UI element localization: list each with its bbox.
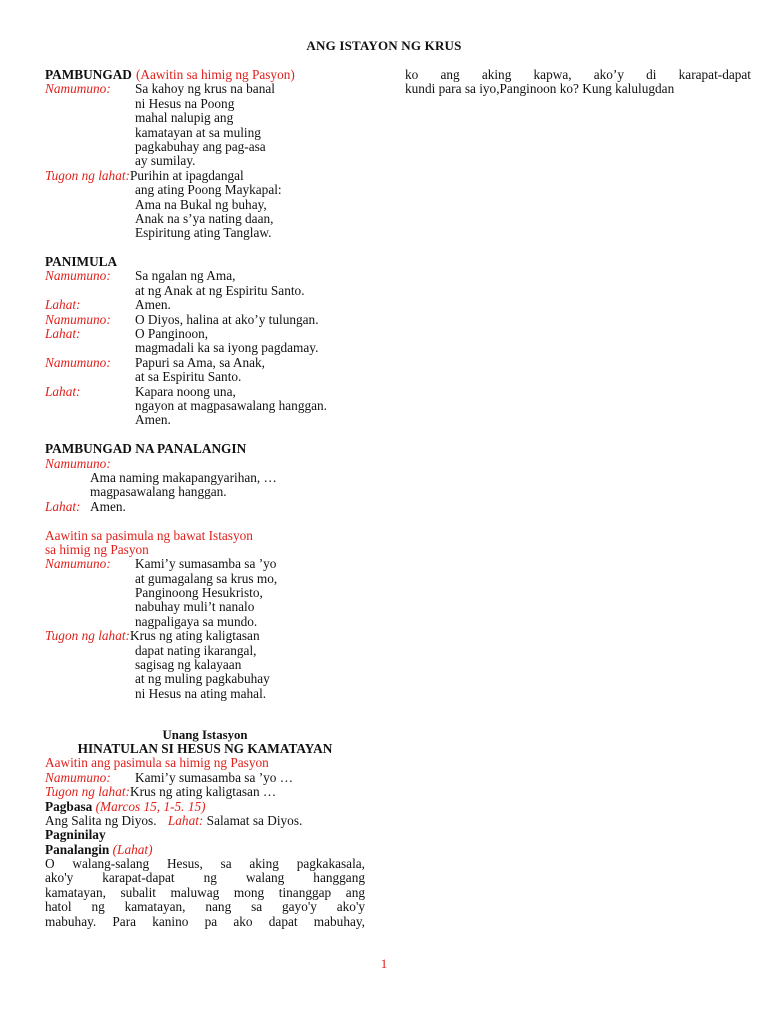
role-label: Namumuno: <box>45 81 111 97</box>
verse-text: Kami’y sumasamba sa ’yo … <box>135 769 294 785</box>
verse-line: ay sumilay. <box>135 153 196 169</box>
verse-text: Amen. <box>90 498 126 514</box>
verse-text: O Panginoon, <box>135 326 209 342</box>
role-label: Tugon ng lahat: <box>45 784 130 800</box>
pambungad-note: (Aawitin sa himig ng Pasyon) <box>136 67 295 82</box>
salita-text: Ang Salita ng Diyos. <box>45 812 157 828</box>
role-label: Lahat: <box>45 498 81 514</box>
salamat-text: Salamat sa Diyos. <box>206 812 303 828</box>
verse-line: magmadali ka sa iyong pagdamay. <box>135 340 319 356</box>
panalangin-role <box>45 457 365 471</box>
panimula-line <box>45 356 365 370</box>
pagninilay-heading: Pagninilay <box>45 827 106 843</box>
prayer-line: ako'y karapat-dapat ng walang hanggang <box>45 871 365 886</box>
role-label: Tugon ng lahat: <box>45 628 130 644</box>
panimula-line <box>45 269 365 283</box>
verse-line: mahal nalupig ang <box>135 110 234 126</box>
prayer-line: kamatayan, subalit maluwag mong tinanggap ang <box>45 885 365 900</box>
pambungad-namumuno-line-0 <box>45 82 365 96</box>
verse-line: Ama naming makapangyarihan, … <box>90 469 277 485</box>
verse-text: Sa ngalan ng Ama, <box>135 268 236 284</box>
panalangin-amen-line <box>45 500 365 514</box>
panalangin-note: (Lahat) <box>112 841 153 857</box>
page-number: 1 <box>380 956 388 971</box>
pambungad-heading: PAMBUNGAD <box>45 67 132 82</box>
verse-line: ang ating Poong Maykapal: <box>135 182 282 198</box>
verse-line: at sa Espiritu Santo. <box>135 369 242 385</box>
verse-line: Panginoong Hesukristo, <box>135 585 263 601</box>
verse-line: Anak na s’ya nating daan, <box>135 210 274 226</box>
verse-line: ni Hesus na ating mahal. <box>135 685 267 701</box>
verse-line: kamatayan at sa muling <box>135 124 261 140</box>
prayer-line: O walang-salang Hesus, sa aking pagkakasala, <box>45 857 365 872</box>
awit-line <box>45 557 365 571</box>
awit-intro-line: sa himig ng Pasyon <box>45 541 149 557</box>
role-label: Namumuno: <box>45 769 111 785</box>
prayer-line: hatol ng kamatayan, nang sa gayo'y ako'y <box>45 900 365 915</box>
verse-line: at ng Anak at ng Espiritu Santo. <box>135 282 305 298</box>
role-label: Lahat: <box>45 383 81 399</box>
role-label: Namumuno: <box>45 556 111 572</box>
awit-intro-line: Aawitin sa pasimula ng bawat Istasyon <box>45 527 253 543</box>
salita-line <box>45 814 365 828</box>
document-title: ANG ISTAYON NG KRUS <box>306 38 462 53</box>
verse-text: Krus ng ating kaligtasan <box>129 628 260 644</box>
panimula-line <box>45 385 365 399</box>
panimula-heading: PANIMULA <box>45 254 118 270</box>
verse-text: Krus ng ating kaligtasan … <box>129 784 277 800</box>
verse-line: Espiritung ating Tanglaw. <box>135 225 272 241</box>
role-label: Lahat: <box>45 297 81 313</box>
station-tugon <box>45 785 365 799</box>
pagbasa-label: Pagbasa <box>45 798 93 814</box>
verse-line: magpasawalang hanggan. <box>90 484 227 500</box>
verse-line: Amen. <box>135 412 171 428</box>
verse-line: sagisag ng kalayaan <box>135 657 242 673</box>
role-label: Namumuno: <box>45 311 111 327</box>
right-column <box>405 68 751 97</box>
verse-text: O Diyos, halina at ako’y tulungan. <box>135 311 319 327</box>
station-subtitle: Unang Istasyon <box>162 727 248 742</box>
station-note: Aawitin ang pasimula sa himig ng Pasyon <box>45 755 269 771</box>
verse-line: nabuhay muli’t nanalo <box>135 599 255 615</box>
role-label: Namumuno: <box>45 354 111 370</box>
verse-line: at ng muling pagkabuhay <box>135 671 270 687</box>
verse-line: pagkabuhay ang pag-asa <box>135 138 266 154</box>
role-label: Lahat: <box>167 812 204 828</box>
right-column-line: ko ang aking kapwa, ako’y di karapat-dapat <box>405 68 751 82</box>
verse-text: Kapara noong una, <box>135 383 236 399</box>
awit-tugon-line <box>45 629 365 643</box>
pambungad-tugon-line-0 <box>45 169 365 183</box>
right-column-line: kundi para sa iyo,Panginoon ko? Kung kalulugdan <box>405 81 675 97</box>
verse-text: Kami’y sumasamba sa ’yo <box>135 556 277 572</box>
prayer-line: mabuhay. Para kanino pa ako dapat mabuhay, <box>45 914 365 929</box>
role-label: Namumuno: <box>45 268 111 284</box>
verse-line: dapat nating ikarangal, <box>135 642 257 658</box>
verse-line: nagpaligaya sa mundo. <box>135 613 258 629</box>
verse-text: Amen. <box>135 297 171 313</box>
verse-text: Purihin at ipagdangal <box>129 167 244 183</box>
station-heading: HINATULAN SI HESUS NG KAMATAYAN <box>77 740 333 756</box>
verse-text: Sa kahoy ng krus na banal <box>135 81 275 97</box>
panimula-line <box>45 298 365 312</box>
station-namumuno <box>45 771 365 785</box>
panalangin-line <box>45 843 365 857</box>
panalangin-label: Panalangin <box>45 841 110 857</box>
role-label: Namumuno: <box>45 455 111 471</box>
pagbasa-line <box>45 800 365 814</box>
left-column <box>45 68 365 929</box>
verse-line: at gumagalang sa krus mo, <box>135 570 278 586</box>
pagbasa-reference: (Marcos 15, 1-5. 15) <box>95 798 206 814</box>
role-label: Lahat: <box>45 326 81 342</box>
panalangin-heading: PAMBUNGAD NA PANALANGIN <box>45 441 247 457</box>
role-label: Tugon ng lahat: <box>45 167 130 183</box>
panimula-line <box>45 313 365 327</box>
verse-text: Papuri sa Ama, sa Anak, <box>135 354 265 370</box>
verse-line: Ama na Bukal ng buhay, <box>135 196 267 212</box>
panimula-line <box>45 327 365 341</box>
verse-line: ngayon at magpasawalang hanggan. <box>135 397 327 413</box>
verse-line: ni Hesus na Poong <box>135 95 235 111</box>
